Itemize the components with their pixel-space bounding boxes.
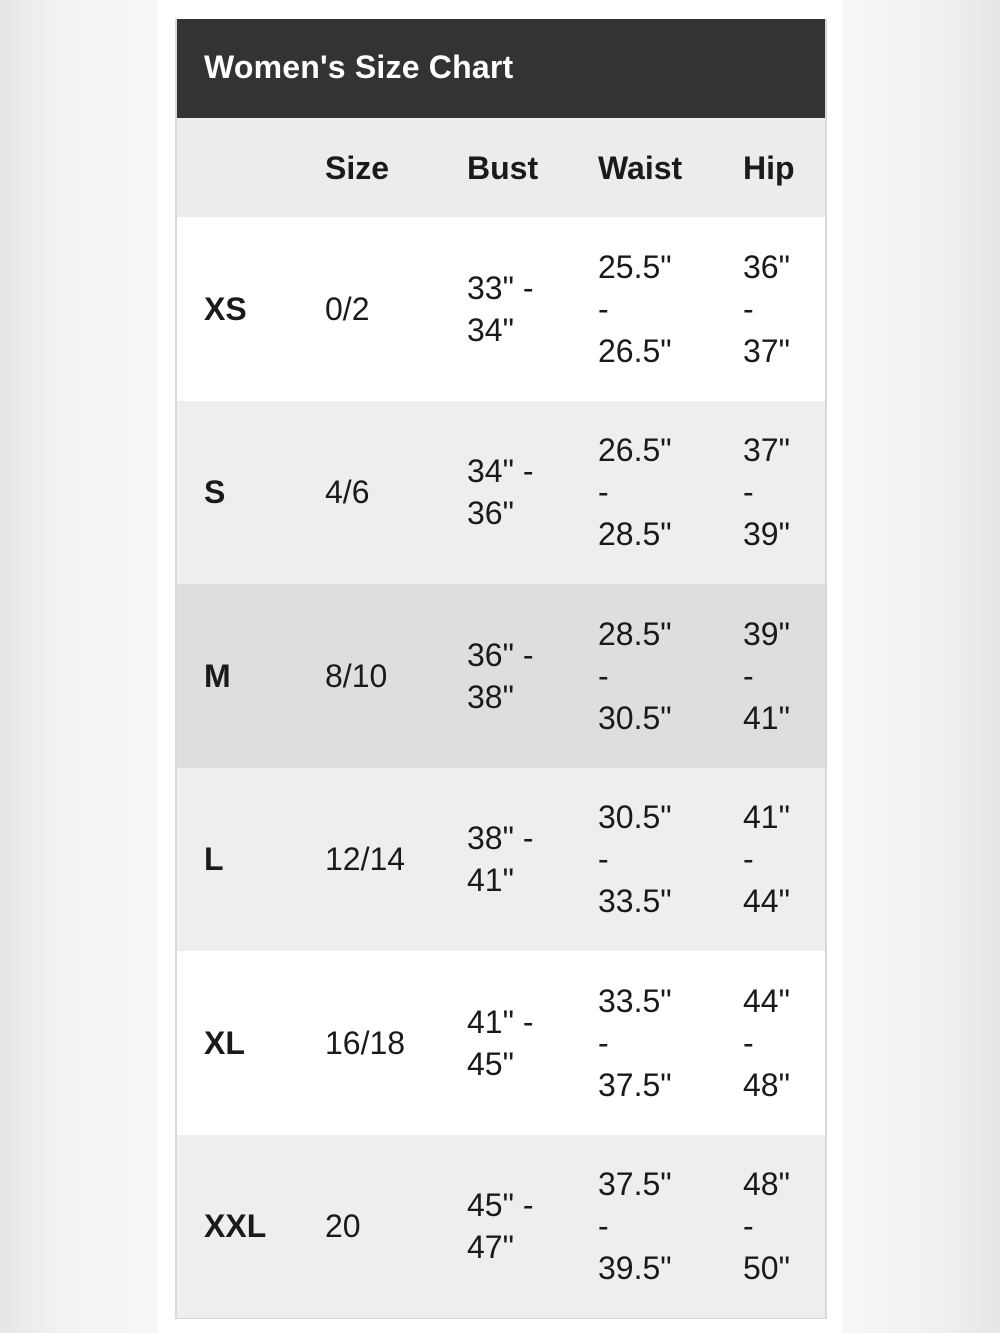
table-row-s bbox=[177, 401, 825, 585]
waist-cell: 33.5" - 37.5" bbox=[598, 982, 672, 1103]
row-label: XXL bbox=[204, 1208, 267, 1245]
waist-cell: 30.5" - 33.5" bbox=[598, 799, 672, 920]
table-row-xxl bbox=[177, 1135, 825, 1319]
size-cell: 12/14 bbox=[325, 841, 406, 878]
table-row-xs bbox=[177, 217, 825, 401]
bust-cell: 41" - 45" bbox=[467, 1003, 534, 1082]
waist-cell: 28.5" - 30.5" bbox=[598, 615, 672, 736]
table-row-xl bbox=[177, 951, 825, 1135]
size-chart-card bbox=[175, 19, 827, 1319]
hip-cell: 41" - 44" bbox=[743, 799, 790, 920]
bust-cell: 34" - 36" bbox=[467, 453, 534, 532]
waist-cell: 37.5" - 39.5" bbox=[598, 1166, 672, 1287]
size-cell: 8/10 bbox=[325, 657, 388, 694]
size-cell: 0/2 bbox=[325, 290, 370, 327]
row-label: XS bbox=[204, 290, 247, 327]
header-waist: Waist bbox=[598, 149, 683, 186]
hip-cell: 36" - 37" bbox=[743, 248, 790, 369]
hip-cell: 39" - 41" bbox=[743, 615, 790, 736]
size-cell: 16/18 bbox=[325, 1024, 406, 1061]
bust-cell: 38" - 41" bbox=[467, 820, 534, 899]
row-label: L bbox=[204, 841, 224, 878]
bust-cell: 36" - 38" bbox=[467, 636, 534, 715]
hip-cell: 44" - 48" bbox=[743, 982, 790, 1103]
hip-cell: 48" - 50" bbox=[743, 1166, 790, 1287]
table-header-row bbox=[177, 118, 825, 217]
size-chart-title: Women's Size Chart bbox=[177, 19, 825, 118]
size-cell: 4/6 bbox=[325, 474, 370, 511]
row-label: S bbox=[204, 474, 226, 511]
header-bust: Bust bbox=[467, 149, 539, 186]
table-row-m bbox=[177, 584, 825, 768]
header-hip: Hip bbox=[743, 149, 795, 186]
hip-cell: 37" - 39" bbox=[743, 432, 790, 553]
waist-cell: 26.5" - 28.5" bbox=[598, 432, 672, 553]
bust-cell: 45" - 47" bbox=[467, 1187, 534, 1266]
row-label: M bbox=[204, 657, 231, 694]
table-row-l bbox=[177, 768, 825, 952]
size-cell: 20 bbox=[325, 1208, 361, 1245]
header-size: Size bbox=[325, 149, 390, 186]
waist-cell: 25.5" - 26.5" bbox=[598, 248, 672, 369]
row-label: XL bbox=[204, 1024, 245, 1061]
bust-cell: 33" - 34" bbox=[467, 269, 534, 348]
